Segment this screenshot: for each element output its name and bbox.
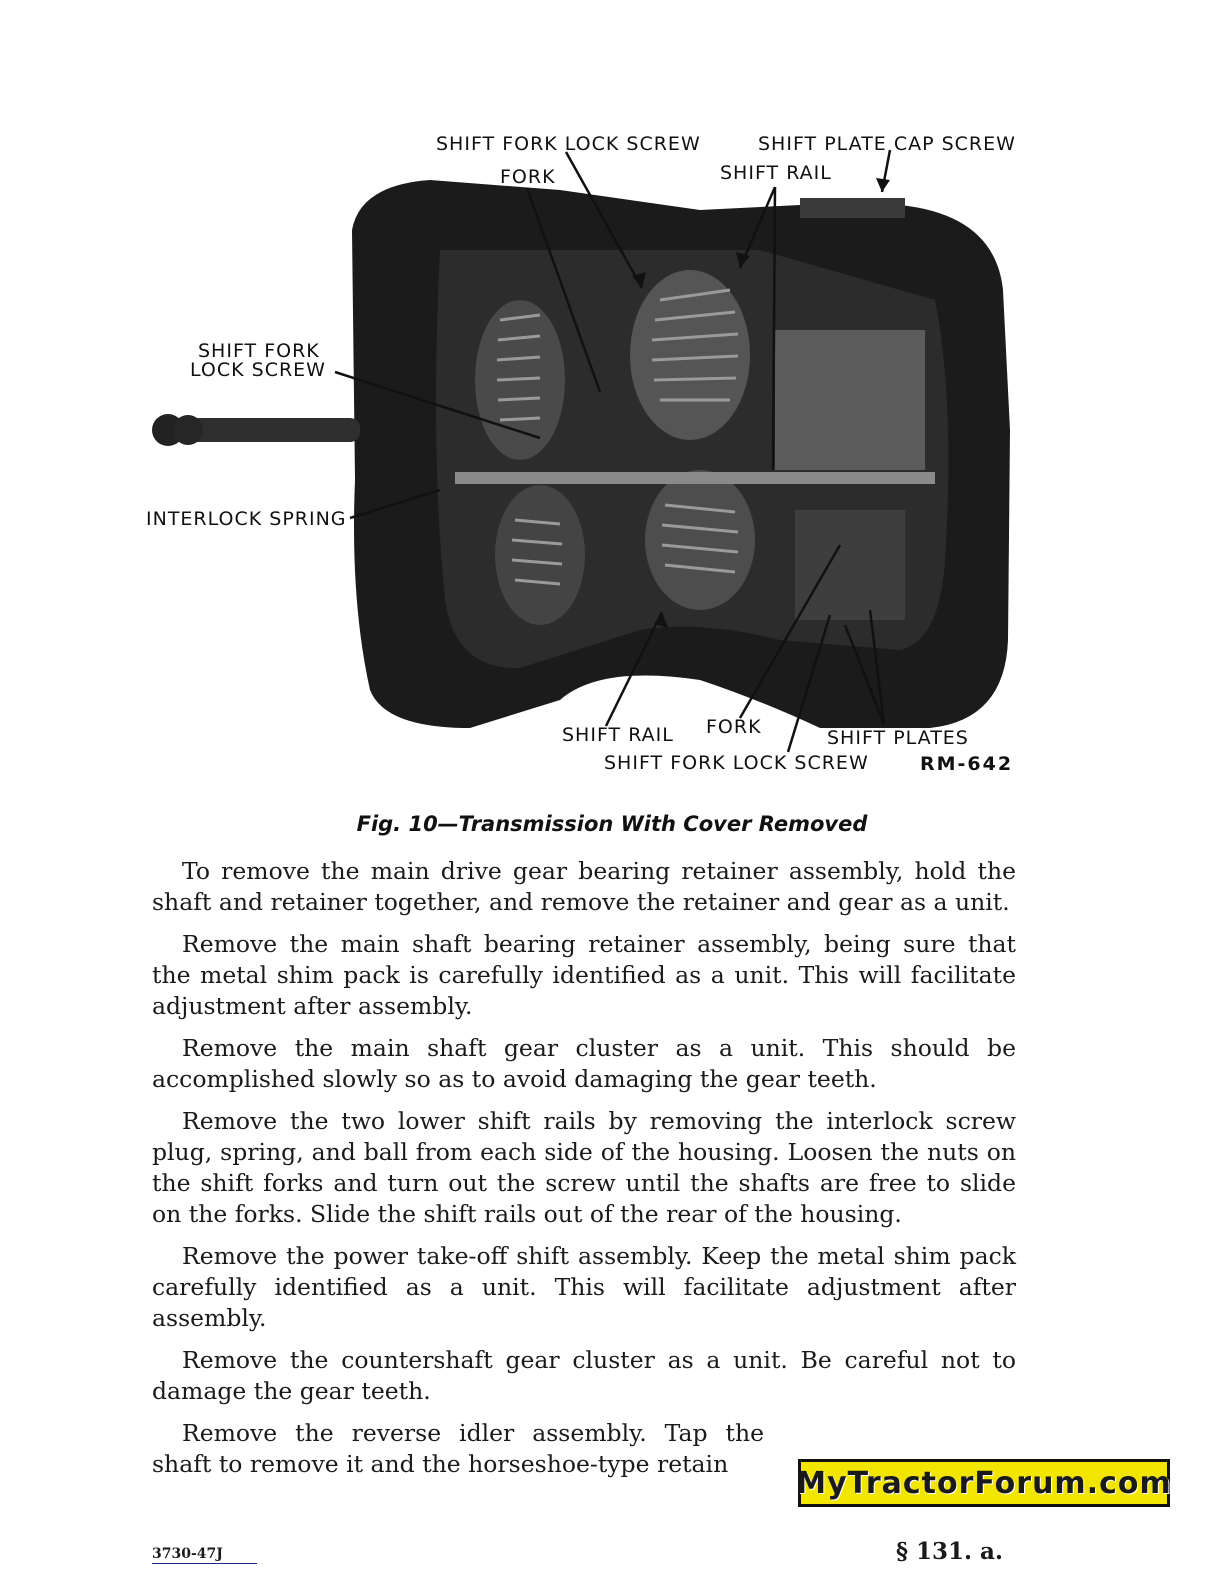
label-shift-fork-lock-screw-top: SHIFT FORK LOCK SCREW bbox=[436, 133, 701, 155]
paragraph: Remove the two lower shift rails by removing the interlock screw plug, spring, and ball from each side of the housing. Loosen the nuts on the shift forks and turn out the screw until the shafts are free to slide on the forks. Slide the shift rails out of the rear of the housing. bbox=[152, 1107, 1016, 1228]
label-fork-top: FORK bbox=[500, 166, 556, 188]
label-fork-bottom: FORK bbox=[706, 716, 762, 738]
paragraph: Remove the main shaft bearing retainer assembly, being sure that the metal shim pack is carefully identified as a unit. This will facilitate adjustment after assembly. bbox=[152, 930, 1016, 1020]
paragraph: Remove the countershaft gear cluster as a unit. Be careful not to damage the gear teeth. bbox=[152, 1346, 1016, 1405]
paragraph: To remove the main drive gear bearing retainer assembly, hold the shaft and retainer together, and remove the retainer and gear as a unit. bbox=[152, 857, 1016, 916]
figure-reference-code: RM-642 bbox=[920, 753, 1014, 775]
label-shift-plates: SHIFT PLATES bbox=[827, 727, 969, 749]
paragraph: Remove the power take-off shift assembly. Keep the metal shim pack carefully identified as a unit. This will facilitate adjustment after assembly. bbox=[152, 1242, 1016, 1332]
label-shift-rail-top: SHIFT RAIL bbox=[720, 162, 832, 184]
paragraph: Remove the reverse idler assembly. Tap the shaft to remove it and the horseshoe-type retain bbox=[152, 1419, 764, 1478]
label-shift-plate-cap-screw: SHIFT PLATE CAP SCREW bbox=[758, 133, 1016, 155]
footer-document-code: 3730-47J bbox=[152, 1546, 257, 1564]
footer-section-number: § 131. a. bbox=[896, 1538, 1003, 1565]
label-shift-fork: SHIFT FORK bbox=[198, 340, 320, 362]
figure-caption: Fig. 10—Transmission With Cover Removed bbox=[356, 812, 868, 836]
label-shift-fork-lock-screw-bottom: SHIFT FORK LOCK SCREW bbox=[604, 752, 869, 774]
label-shift-rail-bottom: SHIFT RAIL bbox=[562, 724, 674, 746]
label-lock-screw: LOCK SCREW bbox=[190, 359, 326, 381]
body-text bbox=[152, 856, 1016, 1491]
label-interlock-spring: INTERLOCK SPRING bbox=[146, 508, 347, 530]
watermark-logo: MyTractorForum.com bbox=[798, 1459, 1170, 1507]
paragraph: Remove the main shaft gear cluster as a unit. This should be accomplished slowly so as to avoid damaging the gear teeth. bbox=[152, 1034, 1016, 1093]
